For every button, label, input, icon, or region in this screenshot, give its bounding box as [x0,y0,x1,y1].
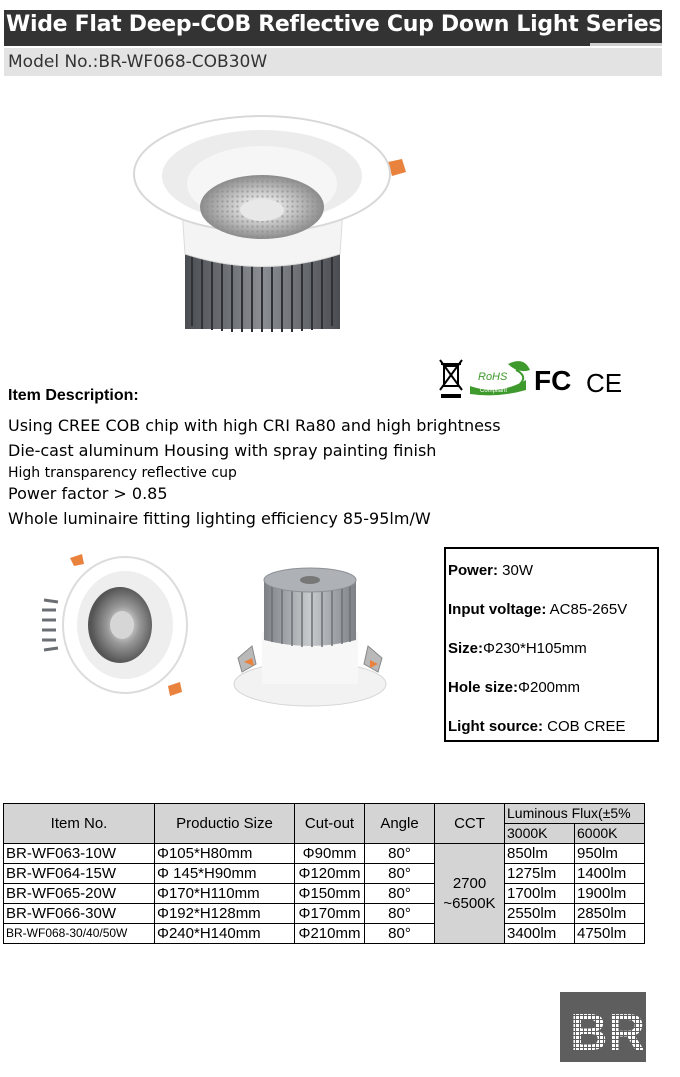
cell-angle: 80° [365,884,435,904]
cell-cct: 2700 ~6500K [435,844,505,944]
cell-flux-3000k: 850lm [505,844,575,864]
spec-power: Power: 30W [448,562,534,579]
table-header-row [4,804,645,824]
cell-flux-6000k: 2850lm [575,904,645,924]
cell-flux-3000k: 1275lm [505,864,575,884]
spec-hole-size: Hole size:Φ200mm [448,679,581,696]
weee-crossed-bin-icon [440,360,462,398]
cell-angle: 80° [365,864,435,884]
cell-cutout: Φ210mm [295,924,365,944]
cell-item: BR-WF063-10W [4,844,155,864]
rohs-icon [470,361,530,395]
title-accent-line [590,43,662,46]
table-row [4,884,645,904]
svg-text:RoHS: RoHS [478,371,508,383]
description-line: Power factor > 0.85 [8,484,168,503]
spec-size: Size:Φ230*H105mm [448,640,587,657]
cell-flux-3000k: 1700lm [505,884,575,904]
cell-item: BR-WF066-30W [4,904,155,924]
spec-input-voltage: Input voltage: AC85-265V [448,601,628,618]
cell-angle: 80° [365,904,435,924]
svg-text:FC: FC [534,365,572,396]
cell-size: Φ 145*H90mm [155,864,295,884]
product-front-view-image [40,550,190,700]
product-hero-image [130,104,420,354]
ce-icon [586,368,622,398]
fcc-icon [534,365,571,396]
page-title: Wide Flat Deep-COB Reflective Cup Down Light Series [6,12,662,37]
item-description-heading: Item Description: [8,387,139,404]
header-cct: CCT [435,804,505,844]
spec-light-source: Light source: COB CREE [448,718,626,735]
description-line: Using CREE COB chip with high CRI Ra80 and high brightness [8,416,501,435]
header-angle: Angle [365,804,435,844]
cell-flux-3000k: 3400lm [505,924,575,944]
cell-angle: 80° [365,844,435,864]
model-number: Model No.:BR-WF068-COB30W [8,52,268,72]
description-line: Die-cast aluminum Housing with spray painting finish [8,441,437,460]
cell-flux-6000k: 4750lm [575,924,645,944]
svg-text:CE: CE [586,368,623,398]
cell-cutout: Φ90mm [295,844,365,864]
table-row [4,844,645,864]
cell-cutout: Φ170mm [295,904,365,924]
header-luminous-flux: Luminous Flux(±5% [505,804,645,824]
cell-flux-6000k: 1400lm [575,864,645,884]
header-flux-6000k: 6000K [575,824,645,844]
cell-size: Φ105*H80mm [155,844,295,864]
cell-cutout: Φ120mm [295,864,365,884]
cell-size: Φ240*H140mm [155,924,295,944]
header-size: Productio Size [155,804,295,844]
header-flux-3000k: 3000K [505,824,575,844]
cell-size: Φ192*H128mm [155,904,295,924]
product-side-view-image [230,562,390,712]
product-spec-table [3,803,645,944]
svg-text:Compliant: Compliant [480,388,508,394]
cell-size: Φ170*H110mm [155,884,295,904]
table-row [4,904,645,924]
brand-logo [560,992,646,1062]
description-line: High transparency reflective cup [8,465,237,481]
cell-item: BR-WF065-20W [4,884,155,904]
description-line: Whole luminaire fitting lighting efficiency 85-95lm/W [8,509,431,528]
svg-text:BR: BR [570,1004,646,1062]
table-row [4,924,645,944]
cell-angle: 80° [365,924,435,944]
cell-item: BR-WF068-30/40/50W [4,924,155,944]
certification-icons [438,356,628,400]
cell-flux-3000k: 2550lm [505,904,575,924]
cell-item: BR-WF064-15W [4,864,155,884]
header-item-no: Item No. [4,804,155,844]
header-cutout: Cut-out [295,804,365,844]
cell-flux-6000k: 950lm [575,844,645,864]
cell-flux-6000k: 1900lm [575,884,645,904]
table-row [4,864,645,884]
cell-cutout: Φ150mm [295,884,365,904]
